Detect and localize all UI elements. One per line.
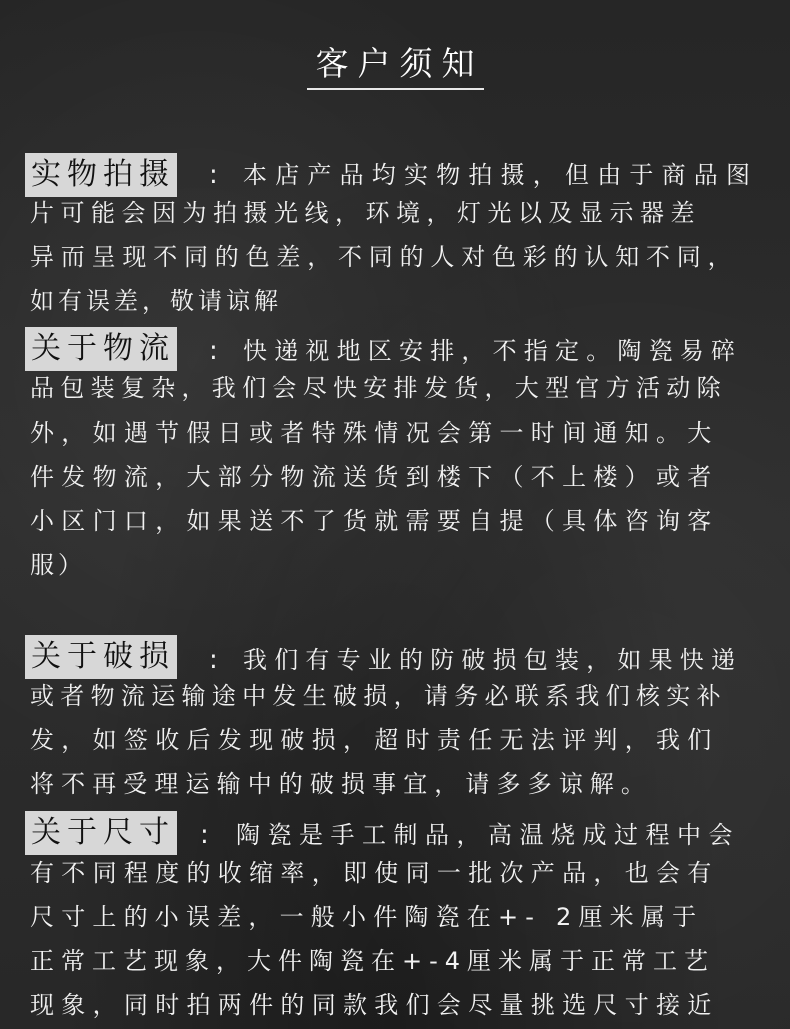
section-text-line: 或者物流运输途中发生破损，请务必联系我们核实补 — [30, 682, 727, 710]
section-text-line: 尺寸上的小误差，一般小件陶瓷在+- 2厘米属于 — [30, 903, 704, 931]
section-text-line: 我们有专业的防破损包装，如果快递 — [243, 646, 743, 674]
section-text-line: 本店产品均实物拍摄，但由于商品图 — [243, 161, 759, 189]
section-text-line: 陶瓷是手工制品，高温烧成过程中会 — [236, 821, 740, 849]
section-text-line: 服） — [30, 551, 86, 579]
section-text-line: 快递视地区安排，不指定。陶瓷易碎 — [243, 337, 743, 365]
section-heading-colon: : — [200, 820, 209, 850]
section-heading-photography: 实物拍摄 — [25, 153, 177, 197]
section-text-line: 外，如遇节假日或者特殊情况会第一时间通知。大 — [30, 419, 719, 447]
section-text-line: 有不同程度的收缩率，即使同一批次产品，也会有 — [30, 859, 719, 887]
section-text-line: 发，如签收后发现破损，超时责任无法评判，我们 — [30, 726, 719, 754]
section-text-line: 品包装复杂，我们会尽快安排发货，大型官方活动除 — [30, 374, 727, 402]
section-text-line: 现象，同时拍两件的同款我们会尽量挑选尺寸接近 — [30, 991, 719, 1019]
section-heading-colon: : — [209, 645, 218, 675]
section-heading-logistics: 关于物流 — [25, 327, 177, 371]
section-heading-damage: 关于破损 — [25, 635, 177, 679]
section-text-line: 将不再受理运输中的破损事宜，请多多谅解。 — [30, 770, 652, 798]
section-heading-colon: : — [209, 160, 218, 190]
section-text-line: 异而呈现不同的色差，不同的人对色彩的认知不同， — [30, 243, 739, 271]
section-text-line: 件发物流，大部分物流送货到楼下（不上楼）或者 — [30, 463, 719, 491]
section-heading-size: 关于尺寸 — [25, 811, 177, 855]
section-text-line: 片可能会因为拍摄光线，环境，灯光以及显示器差 — [30, 199, 701, 227]
section-text-line: 如有误差，敬请谅解 — [30, 287, 282, 315]
page-title-text: 客户须知 — [307, 42, 484, 90]
section-text-line: 小区门口，如果送不了货就需要自提（具体咨询客 — [30, 507, 719, 535]
section-heading-colon: : — [209, 336, 218, 366]
section-text-line: 正常工艺现象，大件陶瓷在+-4厘米属于正常工艺 — [30, 947, 716, 975]
page-title — [0, 42, 790, 90]
